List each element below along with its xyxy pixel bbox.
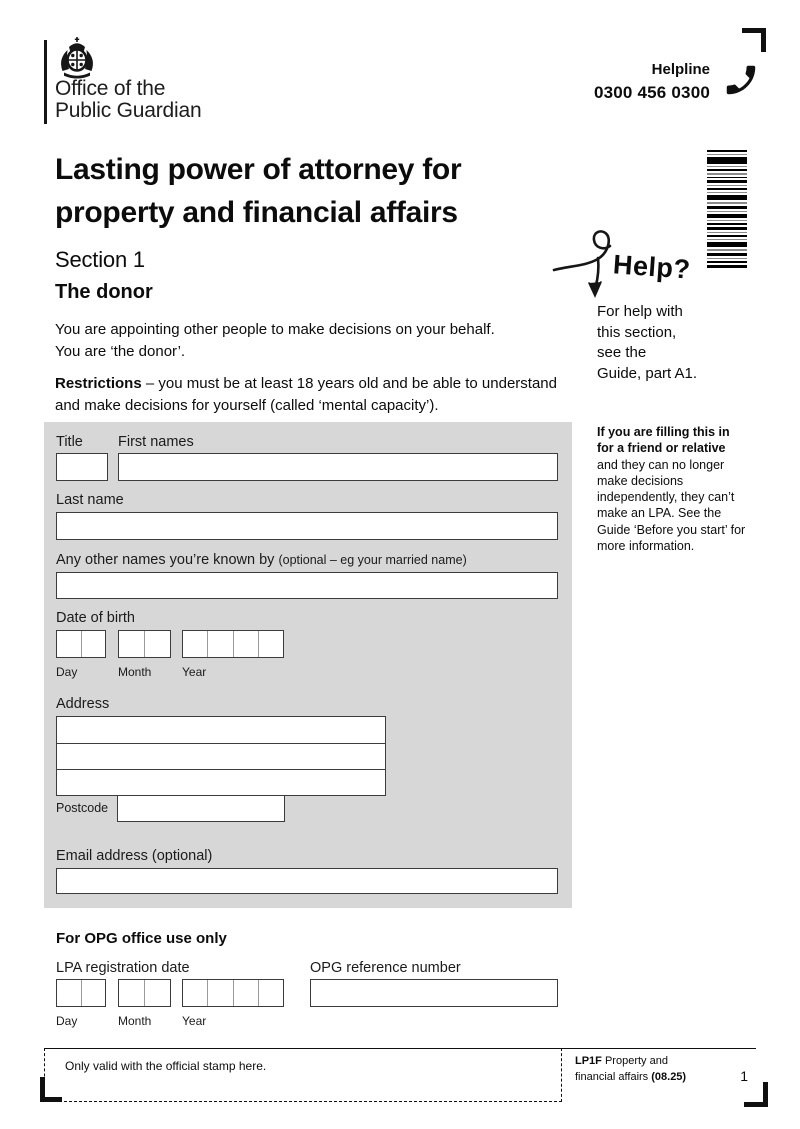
form-name-line2: financial affairs — [575, 1070, 652, 1083]
opg-reference-field[interactable] — [310, 979, 558, 1007]
first-names-label: First names — [118, 434, 194, 450]
help-title: Help? — [612, 249, 692, 285]
crop-mark-bottom-right-icon — [744, 1082, 768, 1107]
email-label: Email address (optional) — [56, 848, 213, 864]
logo-text — [55, 78, 201, 122]
page-title — [55, 148, 461, 234]
other-names-field[interactable] — [56, 572, 558, 599]
restrictions-line1: – you must be at least 18 years old and be able to understand — [141, 375, 557, 392]
title-label: Title — [56, 434, 83, 450]
footer-rule — [561, 1048, 756, 1049]
dob-month-field[interactable] — [118, 630, 171, 658]
crop-mark-top-right-icon — [742, 28, 766, 52]
reg-year-label: Year — [182, 1014, 207, 1028]
restrictions-text — [55, 373, 570, 416]
page-title-line2: property and financial affairs — [55, 196, 458, 229]
intro-text — [55, 319, 495, 362]
help-text-line4: Guide, part A1. — [597, 364, 698, 382]
sidebar-note — [597, 424, 749, 554]
helpline-label: Helpline — [651, 61, 710, 78]
address-line2-field[interactable] — [57, 743, 385, 769]
restrictions-line2: and make decisions for yourself (called ‘mental capacity’). — [55, 396, 439, 414]
year-label: Year — [182, 665, 207, 679]
logo-divider — [44, 40, 47, 124]
form-code-text — [575, 1054, 686, 1085]
lpa-registration-date-label: LPA registration date — [56, 960, 190, 976]
opg-reference-label: OPG reference number — [310, 960, 461, 976]
opg-logo — [44, 40, 264, 124]
last-name-field[interactable] — [56, 512, 558, 540]
title-field[interactable] — [56, 453, 108, 481]
dob-label: Date of birth — [56, 610, 135, 626]
page-title-line1: Lasting power of attorney for — [55, 153, 462, 186]
intro-line2: You are ‘the donor’. — [55, 342, 186, 360]
reg-day-label: Day — [56, 1014, 78, 1028]
intro-line1: You are appointing other people to make decisions on your behalf. — [55, 321, 495, 338]
postcode-field[interactable] — [117, 795, 285, 822]
address-line3-field[interactable] — [57, 769, 385, 795]
form-version: (08.25) — [651, 1070, 687, 1083]
other-names-label — [56, 552, 558, 569]
last-name-label: Last name — [56, 492, 124, 508]
form-code: LP1F — [575, 1055, 602, 1067]
first-names-field[interactable] — [118, 453, 558, 481]
page-number: 1 — [740, 1068, 748, 1084]
donor-form-panel — [44, 422, 572, 908]
email-field[interactable] — [56, 868, 558, 894]
barcode — [707, 150, 747, 273]
dob-day-field[interactable] — [56, 630, 106, 658]
help-text-line3: see the — [597, 344, 647, 361]
help-text — [597, 302, 697, 384]
registration-day-field[interactable] — [56, 979, 106, 1007]
logo-text-line1: Office of the — [55, 77, 166, 100]
stamp-box — [44, 1048, 562, 1102]
address-label: Address — [56, 696, 110, 712]
dob-year-field[interactable] — [182, 630, 284, 658]
other-names-hint: (optional – eg your married name) — [278, 553, 467, 567]
restrictions-lead: Restrictions — [55, 375, 142, 392]
help-text-line2: this section, — [597, 323, 677, 341]
section-number: Section 1 — [55, 247, 145, 272]
registration-month-field[interactable] — [118, 979, 171, 1007]
address-line1-field[interactable] — [57, 717, 385, 743]
month-label: Month — [118, 665, 152, 679]
day-label: Day — [56, 665, 78, 679]
helpline-number: 0300 456 0300 — [593, 83, 710, 102]
other-names-label-text: Any other names you’re known by — [56, 552, 275, 568]
registration-year-field[interactable] — [182, 979, 284, 1007]
stamp-text: Only valid with the official stamp here. — [65, 1059, 267, 1073]
section-title: The donor — [55, 281, 153, 303]
form-name-line1: Property and — [601, 1055, 668, 1067]
phone-icon — [722, 57, 760, 108]
reg-month-label: Month — [118, 1014, 152, 1028]
postcode-label: Postcode — [56, 801, 109, 815]
sidebar-note-bold: If you are filling this in for a friend or relative — [597, 425, 730, 456]
logo-text-line2: Public Guardian — [55, 99, 202, 122]
address-field[interactable] — [56, 716, 386, 796]
helpline — [480, 61, 710, 103]
sidebar-note-rest: and they can no longer make decisions independently, they can’t make an LPA. See the Guide ‘Before you start’ for more information. — [597, 457, 746, 554]
opg-office-heading: For OPG office use only — [56, 930, 227, 947]
opg-office-section — [56, 930, 558, 1028]
help-text-line1: For help with — [597, 303, 683, 320]
